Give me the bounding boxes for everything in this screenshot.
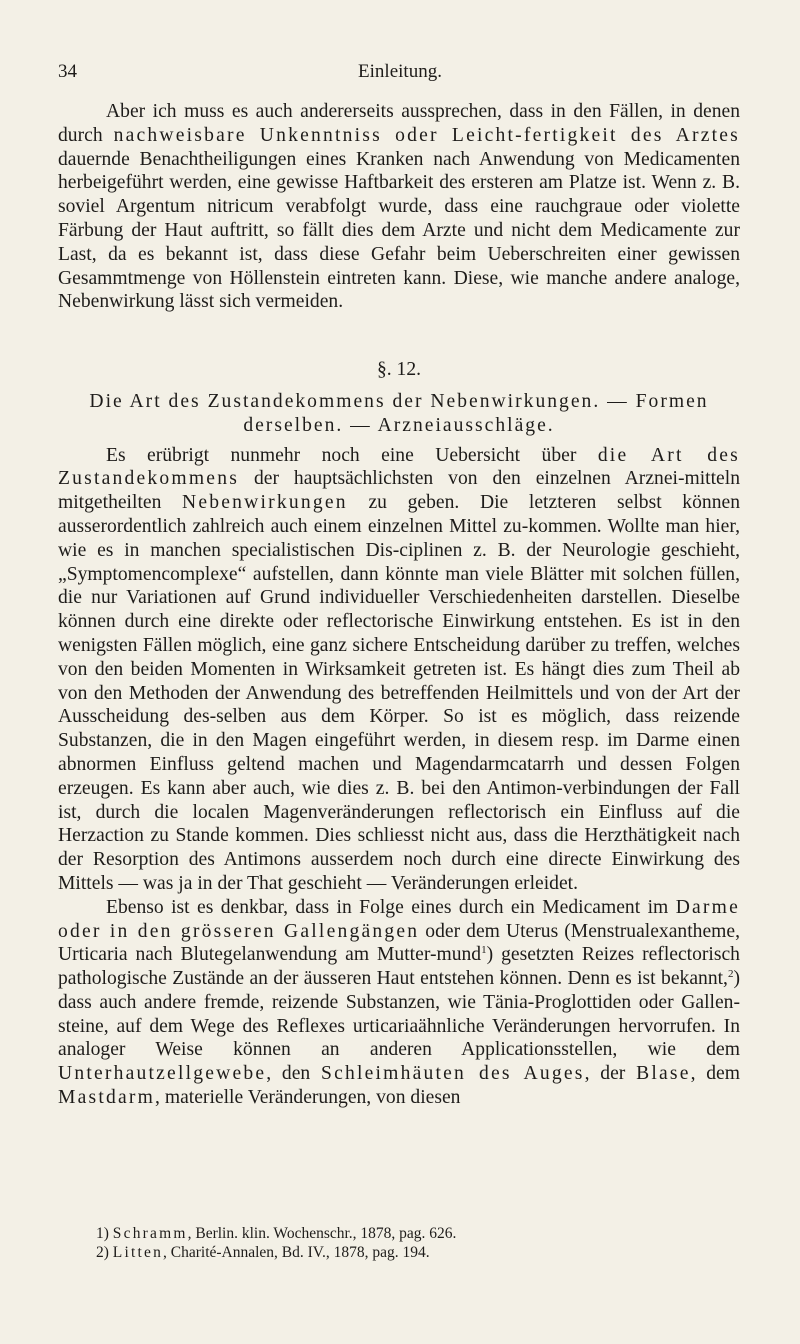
spaced-emphasis: Unterhautzellgewebe xyxy=(58,1063,267,1085)
spaced-emphasis: Darme oder in den grösseren Gallengängen xyxy=(58,896,740,942)
text-run: , der xyxy=(584,1063,637,1085)
text-run: Es erübrigt nunmehr noch eine Uebersicht über xyxy=(106,444,598,466)
text-run: , den xyxy=(266,1063,321,1085)
text-run: , dem xyxy=(690,1063,740,1085)
text-run: oder dem Uterus (Menstrualexantheme, Urticaria nach Blutegelanwendung am Mutter-mund xyxy=(58,920,740,966)
footnote-mark: 2) xyxy=(96,1244,109,1261)
page-number: 34 xyxy=(58,61,77,82)
page-body xyxy=(58,100,740,1110)
spaced-emphasis: Schleimhäuten des Auges xyxy=(320,1063,585,1085)
spaced-emphasis: Mastdarm xyxy=(58,1087,156,1109)
text-run: Aber ich muss es auch andererseits aussprechen, dass in den Fällen, in denen durch xyxy=(58,101,740,146)
text-run: ) gesetzten Reizes reflectorisch pathologische Zustände an der äusseren Haut entstehen können. Denn es ist bekannt, xyxy=(58,944,740,990)
text-run: Ebenso ist es denkbar, dass in Folge eines durch ein Medicament im xyxy=(106,896,676,918)
footnote-1 xyxy=(96,1224,736,1243)
footnote-ref-1[interactable]: 1 xyxy=(481,944,487,957)
text-run: ) dass auch andere fremde, reizende Substanzen, wie Tänia-Proglottiden oder Gallen-steine, auf dem Wege des Reflexes urticariaähnliche Veränderungen hervorrufen. In analoger Weise können an anderen Applicationsstellen, wie dem xyxy=(58,968,740,1061)
spaced-emphasis: nachweisbare Unkenntniss oder Leicht-fertigkeit des Arztes xyxy=(113,124,740,146)
footnote-2 xyxy=(96,1243,736,1262)
section-title-text: Die Art des Zustandekommens der Nebenwirkungen. — Formen derselben. — Arzneiausschläge. xyxy=(89,390,709,436)
footnote-text: , Berlin. klin. Wochenschr., 1878, pag. 626. xyxy=(187,1225,457,1242)
footnote-ref-2[interactable]: 2 xyxy=(727,968,734,981)
footnote-author: Schramm xyxy=(112,1225,188,1242)
paragraph-1 xyxy=(58,100,740,314)
paragraph-3 xyxy=(58,896,740,1110)
spaced-emphasis: Blase xyxy=(636,1063,691,1085)
paragraph-2 xyxy=(58,444,740,896)
text-run: dauernde Benachtheiligungen eines Kranken nach Anwendung von Medicamenten herbeigeführt werden, eine gewisse Haftbarkeit des ersteren am Platze ist. Wenn z. B. soviel Argentum nitricum verabfolgt wurde, dass eine rauchgraue oder violette Färbung der Haut auftritt, so fällt dies dem Arzte und nicht dem Medicamente zur Last, da es bekannt ist, dass diese Gefahr beim Ueberschreiten einer gewissen Gesammtmenge von Höllenstein eintreten kann. Diese, wie manche andere analoge, Nebenwirkung lässt sich vermeiden. xyxy=(58,148,740,313)
section-title xyxy=(58,390,740,438)
footnotes xyxy=(96,1224,736,1262)
footnote-mark: 1) xyxy=(96,1225,109,1242)
footnote-text: , Charité-Annalen, Bd. IV., 1878, pag. 194. xyxy=(163,1244,430,1261)
page-header xyxy=(58,61,742,87)
running-title: Einleitung. xyxy=(358,61,442,82)
spaced-emphasis: die Art des Zustandekommens xyxy=(58,444,740,490)
section-number: §. 12. xyxy=(376,359,422,381)
text-run: zu geben. Die letzteren selbst können ausserordentlich zahlreich auch einem einzelnen Mittel zu-kommen. Wollte man hier, wie es in manchen specialistischen Dis-ciplinen z. B. der Neurologie geschieht, „Symptomencomplexe“ aufstellen, dann könnte man viele Blätter mit solchen füllen, die nur Variationen auf Grund individueller Verschiedenheiten darstellen. Dieselbe können durch eine direkte oder reflectorische Einwirkung entstehen. Es ist in den wenigsten Fällen möglich, eine ganz sichere Entscheidung darüber zu treffen, welches von den beiden Momenten in Wirksamkeit getreten ist. Es hängt dies zum Theil ab von den Methoden der Anwendung des betreffenden Heilmittels und von der Art der Ausscheidung des-selben aus dem Körper. So ist es möglich, dass reizende Substanzen, die in den Magen eingeführt werden, in diesem resp. im Darme einen abnormen Einfluss geltend machen und Magendarmcatarrh und dessen Folgen erzeugen. Es kann aber auch, wie dies z. B. bei den Antimon-verbindungen der Fall ist, durch die localen Magenveränderungen reflectorisch ein Einfluss auf die Herzaction zu Stande kommen. Dies schliesst nicht aus, dass die Herzthätigkeit nach der Resorption des Antimons ausserdem noch durch eine directe Einwirkung des Mittels — was ja in der That geschieht — Veränderungen erleidet. xyxy=(58,492,740,894)
text-run: der hauptsächlichsten von den einzelnen Arznei-mitteln mitgetheilten xyxy=(58,468,740,514)
spaced-emphasis: Nebenwirkungen xyxy=(182,492,348,514)
footnote-author: Litten xyxy=(112,1244,164,1261)
text-run: , materielle Veränderungen, von diesen xyxy=(155,1087,461,1109)
